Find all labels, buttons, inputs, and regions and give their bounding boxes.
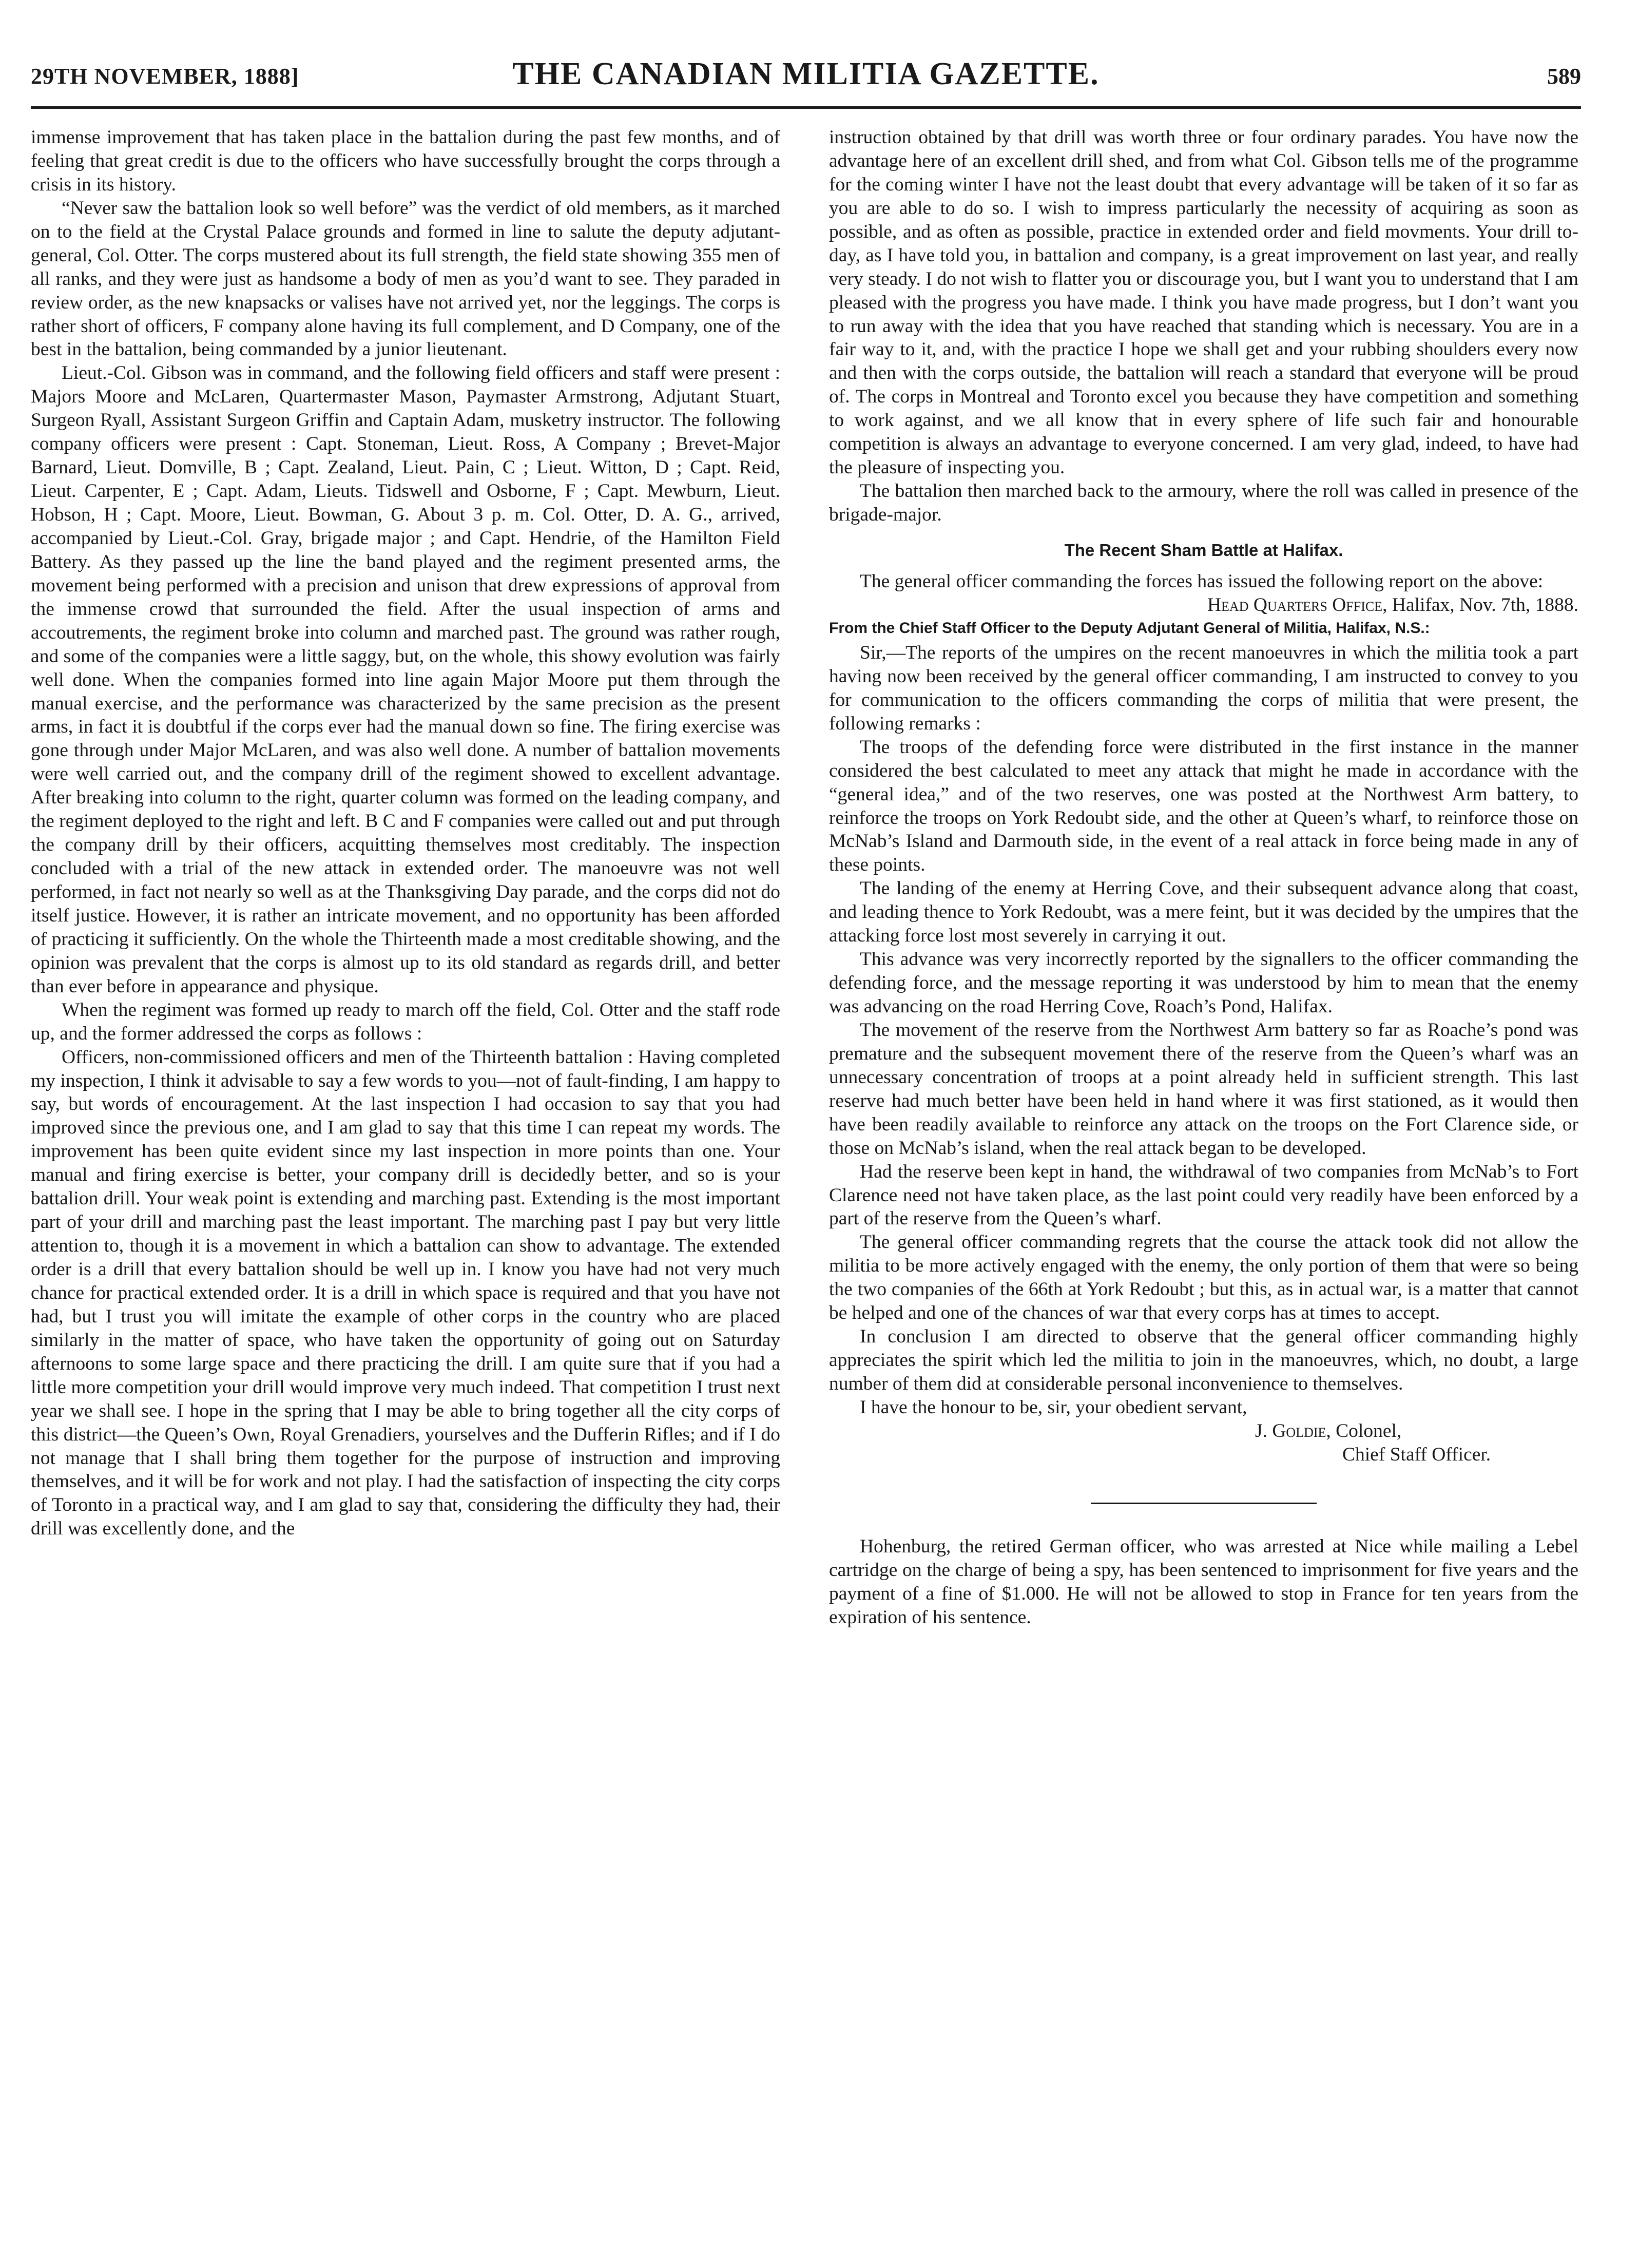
signature-title: Chief Staff Officer.: [1342, 1444, 1491, 1465]
signature-line: [829, 1419, 1578, 1443]
paragraph: In conclusion I am directed to observe that the general officer commanding highly appreciates the spirit which led the militia to join in the manoeuvres, which, no doubt, a large number of them did at considerable personal inconvenience to themselves.: [829, 1326, 1578, 1395]
right-column: [829, 126, 1578, 2241]
paragraph: I have the honour to be, sir, your obedient servant,: [860, 1396, 1247, 1418]
paragraph: “Never saw the battalion look so well before” was the verdict of old members, as it marched on to the field at the Crystal Palace grounds and formed in line to salute the deputy adjutant-general, Col. Otter. The corps mustered about its full strength, the field state showing 355 men of all ranks, and they were just as handsome a body of men as you’d want to see. They paraded in review order, as the new knapsacks or valises have not arrived yet, nor the leggings. The corps is rather short of officers, F company alone having its full complement, and D Company, one of the best in the battalion, being commanded by a junior lieutenant.: [31, 197, 780, 360]
issue-date: 29TH NOVEMBER, 1888]: [31, 64, 299, 89]
paragraph: The movement of the reserve from the Northwest Arm battery so far as Roache’s pond was premature and the subsequent movement there of the reserve from the Queen’s wharf was an unnecessary concentration of troops at a point already held in sufficient strength. This last reserve had much better have been held in hand where it was first stationed, as it would then have been readily available to reinforce any attack on the troops on the Fort Clarence side, or those on McNab’s island, when the real attack began to be developed.: [829, 1019, 1578, 1159]
header-rule: [31, 106, 1581, 109]
signature-rank: Colonel,: [1331, 1420, 1402, 1441]
article-heading: The Recent Sham Battle at Halifax.: [1064, 540, 1343, 560]
page-header: [31, 49, 1581, 105]
section-divider: [1091, 1503, 1317, 1504]
paragraph: Sir,—The reports of the umpires on the recent manoeuvres in which the militia took a part having now been received by the general officer commanding, I am instructed to convey to you for communication to the officers commanding the corps of militia that were present, the following remarks :: [829, 642, 1578, 734]
signature-name: J. Goldie,: [1255, 1420, 1331, 1441]
dateline: [829, 593, 1578, 617]
paragraph: Lieut.-Col. Gibson was in command, and the following field officers and staff were present : Majors Moore and McLaren, Quartermaster Mason, Paymaster Armstrong, Adjutant Stuart, Surgeon Ryall, Assistant Surgeon Griffin and Captain Adam, musketry instructor. The following company officers were present : Capt. Stoneman, Lieut. Ross, A Company ; Brevet-Major Barnard, Lieut. Domville, B ; Capt. Zealand, Lieut. Pain, C ; Lieut. Witton, D ; Capt. Reid, Lieut. Carpenter, E ; Capt. Adam, Lieuts. Tidswell and Osborne, F ; Capt. Mewburn, Lieut. Hobson, H ; Capt. Moore, Lieut. Bowman, G. About 3 p. m. Col. Otter, D. A. G., arrived, accompanied by Lieut.-Col. Gray, brigade major ; and Capt. Hendrie, of the Hamilton Field Battery. As they passed up the line the band played and the regiment presented arms, the movement being performed with a precision and unison that drew expressions of approval from the immense crowd that surrounded the field. After the usual inspection of arms and accoutrements, the regiment broke into column and marched past. The ground was rather rough, and some of the companies were a little saggy, but, on the whole, this showy evolution was fairly well done. When the companies formed into line again Major Moore put them through the manual exercise, and the performance was characterized by the same precision as the present arms, in fact it is doubtful if the corps ever had the manual down so fine. The firing exercise was gone through under Major McLaren, and was also well done. A number of battalion movements were well carried out, and the company drill of the regiment showed to excellent advantage. After breaking into column to the right, quarter column was formed on the leading company, and the regiment deployed to the right and left. B C and F companies were called out and put through the company drill by their officers, acquitting themselves most creditably. The inspection concluded with a trial of the new attack in extended order. The manoeuvre was not well performed, in fact not nearly so well as at the Thanksgiving Day parade, and the corps did not do itself justice. However, it is rather an intricate movement, and no opportunity has been afforded of practicing it sufficiently. On the whole the Thirteenth made a most creditable showing, and the opinion was prevalent that the corps is almost up to its old standard as regards drill, and better than ever before in appearance and physique.: [31, 362, 780, 997]
paragraph: This advance was very incorrectly reported by the signallers to the officer commanding the defending force, and the message reporting it was understood by him to mean that the enemy was advancing on the road Herring Cove, Roach’s Pond, Halifax.: [829, 949, 1578, 1017]
paragraph: When the regiment was formed up ready to march off the field, Col. Otter and the staff rode up, and the former addressed the corps as follows :: [31, 999, 780, 1044]
paragraph: The troops of the defending force were distributed in the first instance in the manner considered the best calculated to meet any attack that might he made in accordance with the “general idea,” and of the two reserves, one was posted at the Northwest Arm battery, to reinforce the troops on York Redoubt side, and the other at Queen’s wharf, to reinforce those on McNab’s Island and Darmouth side, in the event of a real attack in force being made in any of these points.: [829, 736, 1578, 876]
newspaper-page: [31, 49, 1581, 2246]
left-column: [31, 126, 780, 2241]
from-line: From the Chief Staff Officer to the Deputy Adjutant General of Militia, Halifax, N.S.:: [829, 620, 1430, 637]
dateline-office: Head Quarters Office,: [1207, 594, 1387, 616]
paragraph: The general officer commanding the forces has issued the following report on the above:: [860, 571, 1544, 592]
paragraph: The general officer commanding regrets that the course the attack took did not allow the militia to be more actively engaged with the enemy, the only portion of them that were so being the two companies of the 66th at York Redoubt ; but this, as in actual war, is a matter that cannot be helped and one of the chances of war that every corps has at times to accept.: [829, 1232, 1578, 1324]
paragraph: The battalion then marched back to the armoury, where the roll was called in presence of the brigade-major.: [829, 480, 1578, 525]
publication-title: THE CANADIAN MILITIA GAZETTE.: [512, 56, 1100, 91]
page-number: 589: [1547, 64, 1581, 89]
paragraph: immense improvement that has taken place in the battalion during the past few months, and of feeling that great credit is due to the officers who have successfully brought the corps through a crisis in its history.: [31, 127, 780, 195]
news-item: Hohenburg, the retired German officer, who was arrested at Nice while mailing a Lebel cartridge on the charge of being a spy, has been sentenced to imprisonment for five years and the payment of a fine of $1.000. He will not be allowed to stop in France for ten years from the expiration of his sentence.: [829, 1535, 1578, 1628]
paragraph: Had the reserve been kept in hand, the withdrawal of two companies from McNab’s to Fort Clarence need not have taken place, as the last point could very readily have been enforced by a part of the reserve from the Queen’s wharf.: [829, 1161, 1578, 1229]
paragraph: instruction obtained by that drill was worth three or four ordinary parades. You have now the advantage here of an excellent drill shed, and from what Col. Gibson tells me of the programme for the coming winter I have not the least doubt that every advantage will be taken of it so far as you are able to do so. I wish to impress particularly the necessity of acquiring as soon as possible, and as often as possible, practice in extended order and field movments. Your drill to-day, as I have told you, in battalion and company, is a great improvement on last year, and really very steady. I do not wish to flatter you or discourage you, but I want you to understand that I am pleased with the progress you have made. I think you have made progress, but I don’t want you to run away with the idea that you have reached that standing which is necessary. You are in a fair way to it, and, with the practice I hope we shall get and your rubbing shoulders every now and then with the corps outside, the battalion will reach a standard that everyone will be proud of. The corps in Montreal and Toronto excel you because they have competition and something to work against, and we all know that in every sphere of life such fair and honourable competition is always an advantage to everyone concerned. I am very glad, indeed, to have had the pleasure of inspecting you.: [829, 127, 1578, 478]
paragraph: Officers, non-commissioned officers and men of the Thirteenth battalion : Having completed my inspection, I think it advisable to say a few words to you—not of fault-finding, I am happy to say, but words of encouragement. At the last inspection I had occasion to say that you had improved since the previous one, and I am glad to say that this time I can repeat my words. The improvement has been quite evident since my last inspection in more points than one. Your manual and firing exercise is better, your company drill is decidedly better, and so is your battalion drill. Your weak point is extending and marching past. Extending is the most important part of your drill and marching past the least important. The marching past I pay but very little attention to, though it is a movement in which a battalion can show to advantage. The extended order is a drill that every battalion should be well up in. I know you have had not very much chance for practical extended order. It is a drill in which space is required and that you have not had, but I trust you will imitate the example of other corps in the country who are placed similarly in the matter of space, who have taken the opportunity of going out on Saturday afternoons to some large space and there practicing the drill. I am quite sure that if you had a little more competition your drill would improve very much indeed. That competition I trust next year we shall see. I hope in the spring that I may be able to bring together all the city corps of this district—the Queen’s Own, Royal Grenadiers, yourselves and the Dufferin Rifles; and if I do not manage that I shall bring them together for the purpose of instruction and improving themselves, and it will be for work and not play. I had the satisfaction of inspecting the city corps of Toronto in a practical way, and I am glad to say that, considering the difficulty they had, their drill was excellently done, and the: [31, 1046, 780, 1540]
paragraph: The landing of the enemy at Herring Cove, and their subsequent advance along that coast, and leading thence to York Redoubt, was a mere feint, but it was decided by the umpires that the attacking force lost most severely in carrying it out.: [829, 878, 1578, 947]
dateline-place-date: Halifax, Nov. 7th, 1888.: [1387, 594, 1578, 616]
